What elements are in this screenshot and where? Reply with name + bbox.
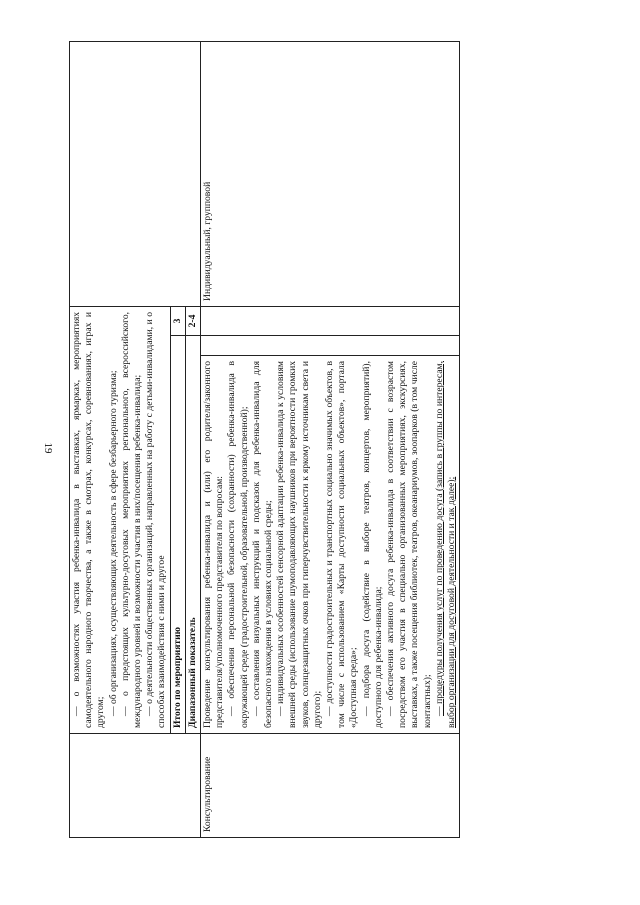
list-item: — о предстоящих культурно-досуговых мероприятиях регионального, всероссийского, международного уровней и возможности участия в них/посещения ребенка-инвалида; [120,312,144,728]
list-item: — об организациях, осуществляющих деятельность в сфере безбарьерного туризма; [108,312,120,728]
list-item: — подбора досуга (содействие в выборе театров, концертов, мероприятий), доступного для ребенка-инвалида; [361,361,385,728]
quantity-cell-empty [201,336,460,356]
range-label: Диапазонный показатель [185,336,200,734]
list-item: — процедуры получения услуг по проведению досуга (запись в группы по интересам, выбор организации для досуговой деятельности и так далее); [434,361,458,728]
table-row [70,41,171,837]
list-item: — составления визуальных инструкций и подсказок для ребенка-инвалида для безопасного нахождения в условиях социальной среды; [251,361,275,728]
list-item: — доступности градостроительных и транспортных социально значимых объектов, в том числе с использованием «Карты доступности социальных объектов», портала «Доступная среда»; [324,361,361,728]
service-name: Консультирование [201,734,460,838]
total-value: 3 [170,306,185,335]
rotated-page-content [69,42,569,838]
service-cell-empty [70,734,201,838]
table-row [201,41,460,837]
measures-table [69,41,460,838]
list-item: — о возможностях участия ребенка-инвалида в выставках, ярмарках, мероприятиях самодеятельного народного творчества, а также в смотрах, конкурсах, соревнованиях, играх и другом; [71,312,108,728]
list-item: — обеспечения персональной безопасности (сохранности) ребенка-инвалида в окружающей среде (градостроительной, образовательной, производственной); [226,361,250,728]
total-label: Итого по мероприятию [170,336,185,734]
range-value: 2-4 [185,306,200,335]
info-topics-cell [70,306,171,733]
form-value: Индивидуальный, групповой [201,41,460,306]
range-cell-empty [201,306,460,335]
page-number: 19 [42,442,54,454]
list-item: — о деятельности общественных организаций, направленных на работу с детьми-инвалидами, и о способах взаимодействия с ними и другое [144,312,168,728]
list-item: — обеспечения активного досуга ребенка-инвалида в соответствии с возрастом посредством его участия в специально организованных мероприятиях, экскурсиях, выставках, а также посещения библиотек, театров, океанариумов, зоопарков (в том числе контактных); [385,361,434,728]
form-cell-empty [70,41,201,306]
consult-intro: Проведение консультирования ребенка-инвалида и (или) его родителя/законного представителя/уполномоченного представителя по вопросам: [202,361,226,728]
list-item: — индивидуальных особенностей сенсорной адаптации ребенка-инвалида к условиям внешней среды (использование шумоподавляющих наушников при вероятности громких звуков, солнцезащитных очков при гиперчувствительности к яркому источникам света и другого); [275,361,324,728]
consult-description [201,356,460,734]
